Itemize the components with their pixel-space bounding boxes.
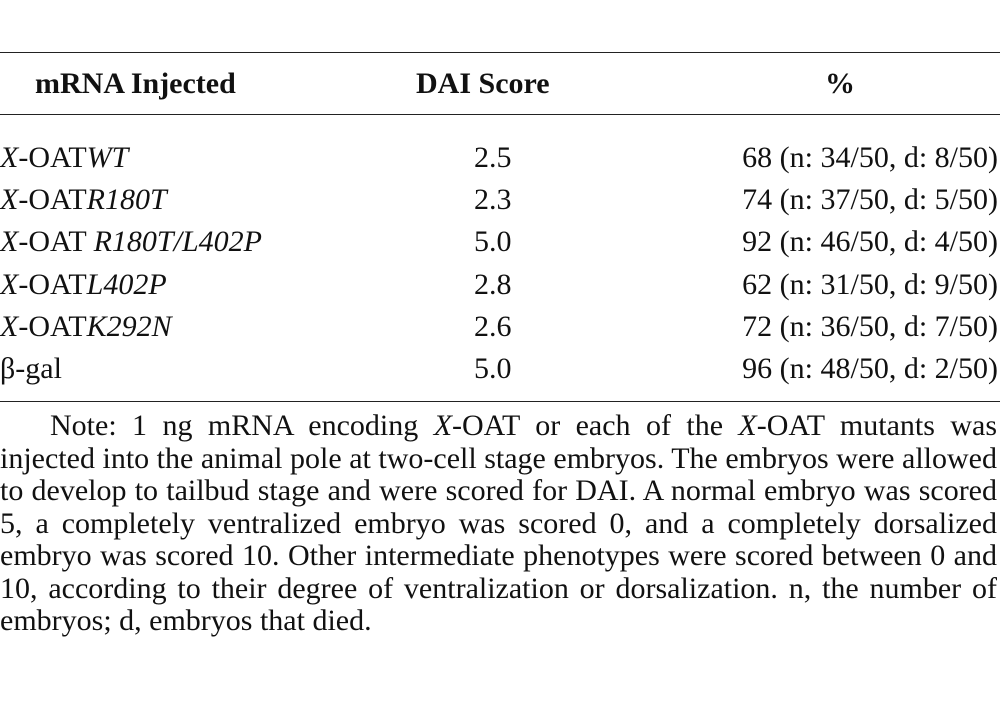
gene-variant: K292N (86, 309, 172, 343)
gene-name: β-gal (0, 351, 62, 385)
table-bottom-rule (0, 401, 1000, 402)
percent-cell: 92 (n: 46/50, d: 4/50) (742, 225, 998, 259)
percent-cell: 62 (n: 31/50, d: 9/50) (742, 267, 998, 301)
dai-score-cell: 5.0 (474, 225, 512, 259)
mrna-name-cell (0, 348, 62, 390)
gene-prefix: X (0, 267, 19, 301)
percent-cell: 72 (n: 36/50, d: 7/50) (742, 309, 998, 343)
note-gene-symbol: X (433, 409, 453, 442)
dai-score-cell: 2.8 (474, 267, 512, 301)
gene-name: -OAT (18, 141, 87, 174)
table-row (0, 348, 1000, 390)
percent-cell: 96 (n: 48/50, d: 2/50) (742, 351, 998, 385)
gene-name: -OAT (18, 309, 87, 343)
column-header-percent: % (825, 67, 855, 100)
gene-prefix: X (0, 141, 19, 174)
table-row (0, 221, 1000, 263)
note-text: Note: 1 ng mRNA encoding (50, 409, 434, 442)
gene-name: -OAT (18, 183, 87, 217)
gene-prefix: X (0, 309, 19, 343)
table-header-rule (0, 114, 1000, 115)
table-body (0, 137, 1000, 390)
table-row (0, 306, 1000, 348)
percent-cell: 68 (n: 34/50, d: 8/50) (742, 141, 998, 174)
dai-score-cell: 2.5 (474, 141, 512, 174)
dai-score-cell: 2.3 (474, 183, 512, 217)
table-row (0, 179, 1000, 221)
gene-prefix: X (0, 183, 19, 217)
gene-name: -OAT (18, 225, 94, 259)
gene-variant: L402P (86, 267, 167, 301)
gene-prefix: X (0, 225, 19, 259)
dai-score-cell: 2.6 (474, 309, 512, 343)
gene-variant: R180T (86, 183, 167, 217)
gene-name: -OAT (18, 267, 87, 301)
mrna-name-cell (0, 221, 262, 263)
gene-variant: R180T/L402P (93, 225, 262, 259)
mrna-name-cell (0, 179, 167, 221)
table-row (0, 137, 1000, 179)
gene-variant: WT (86, 141, 129, 174)
column-header-mrna: mRNA Injected (35, 67, 236, 100)
mrna-name-cell (0, 306, 172, 348)
percent-cell: 74 (n: 37/50, d: 5/50) (742, 183, 998, 217)
note-gene-symbol: X (738, 409, 757, 442)
column-header-dai-score: DAI Score (416, 67, 550, 100)
note-text: -OAT mutants was injected into the animal pole at two-cell stage embryos. The embryos were allowed to develop to tailbud stage and were scored for DAI. A normal embryo was scored 5, a completely ventralized embryo was scored 0, and a completely dorsalized embryo was scored 10. Other intermediate phenotypes were scored between 0 and 10, according to their degree of ventralization or dorsalization. n, the number of embryos; d, embryos that died. (0, 409, 997, 637)
dai-score-cell: 5.0 (474, 351, 512, 385)
table-top-rule (0, 52, 1000, 53)
table-row (0, 264, 1000, 306)
table-footnote (0, 410, 997, 638)
mrna-name-cell (0, 264, 167, 306)
note-text: -OAT or each of the (452, 409, 739, 442)
mrna-name-cell (0, 137, 128, 179)
